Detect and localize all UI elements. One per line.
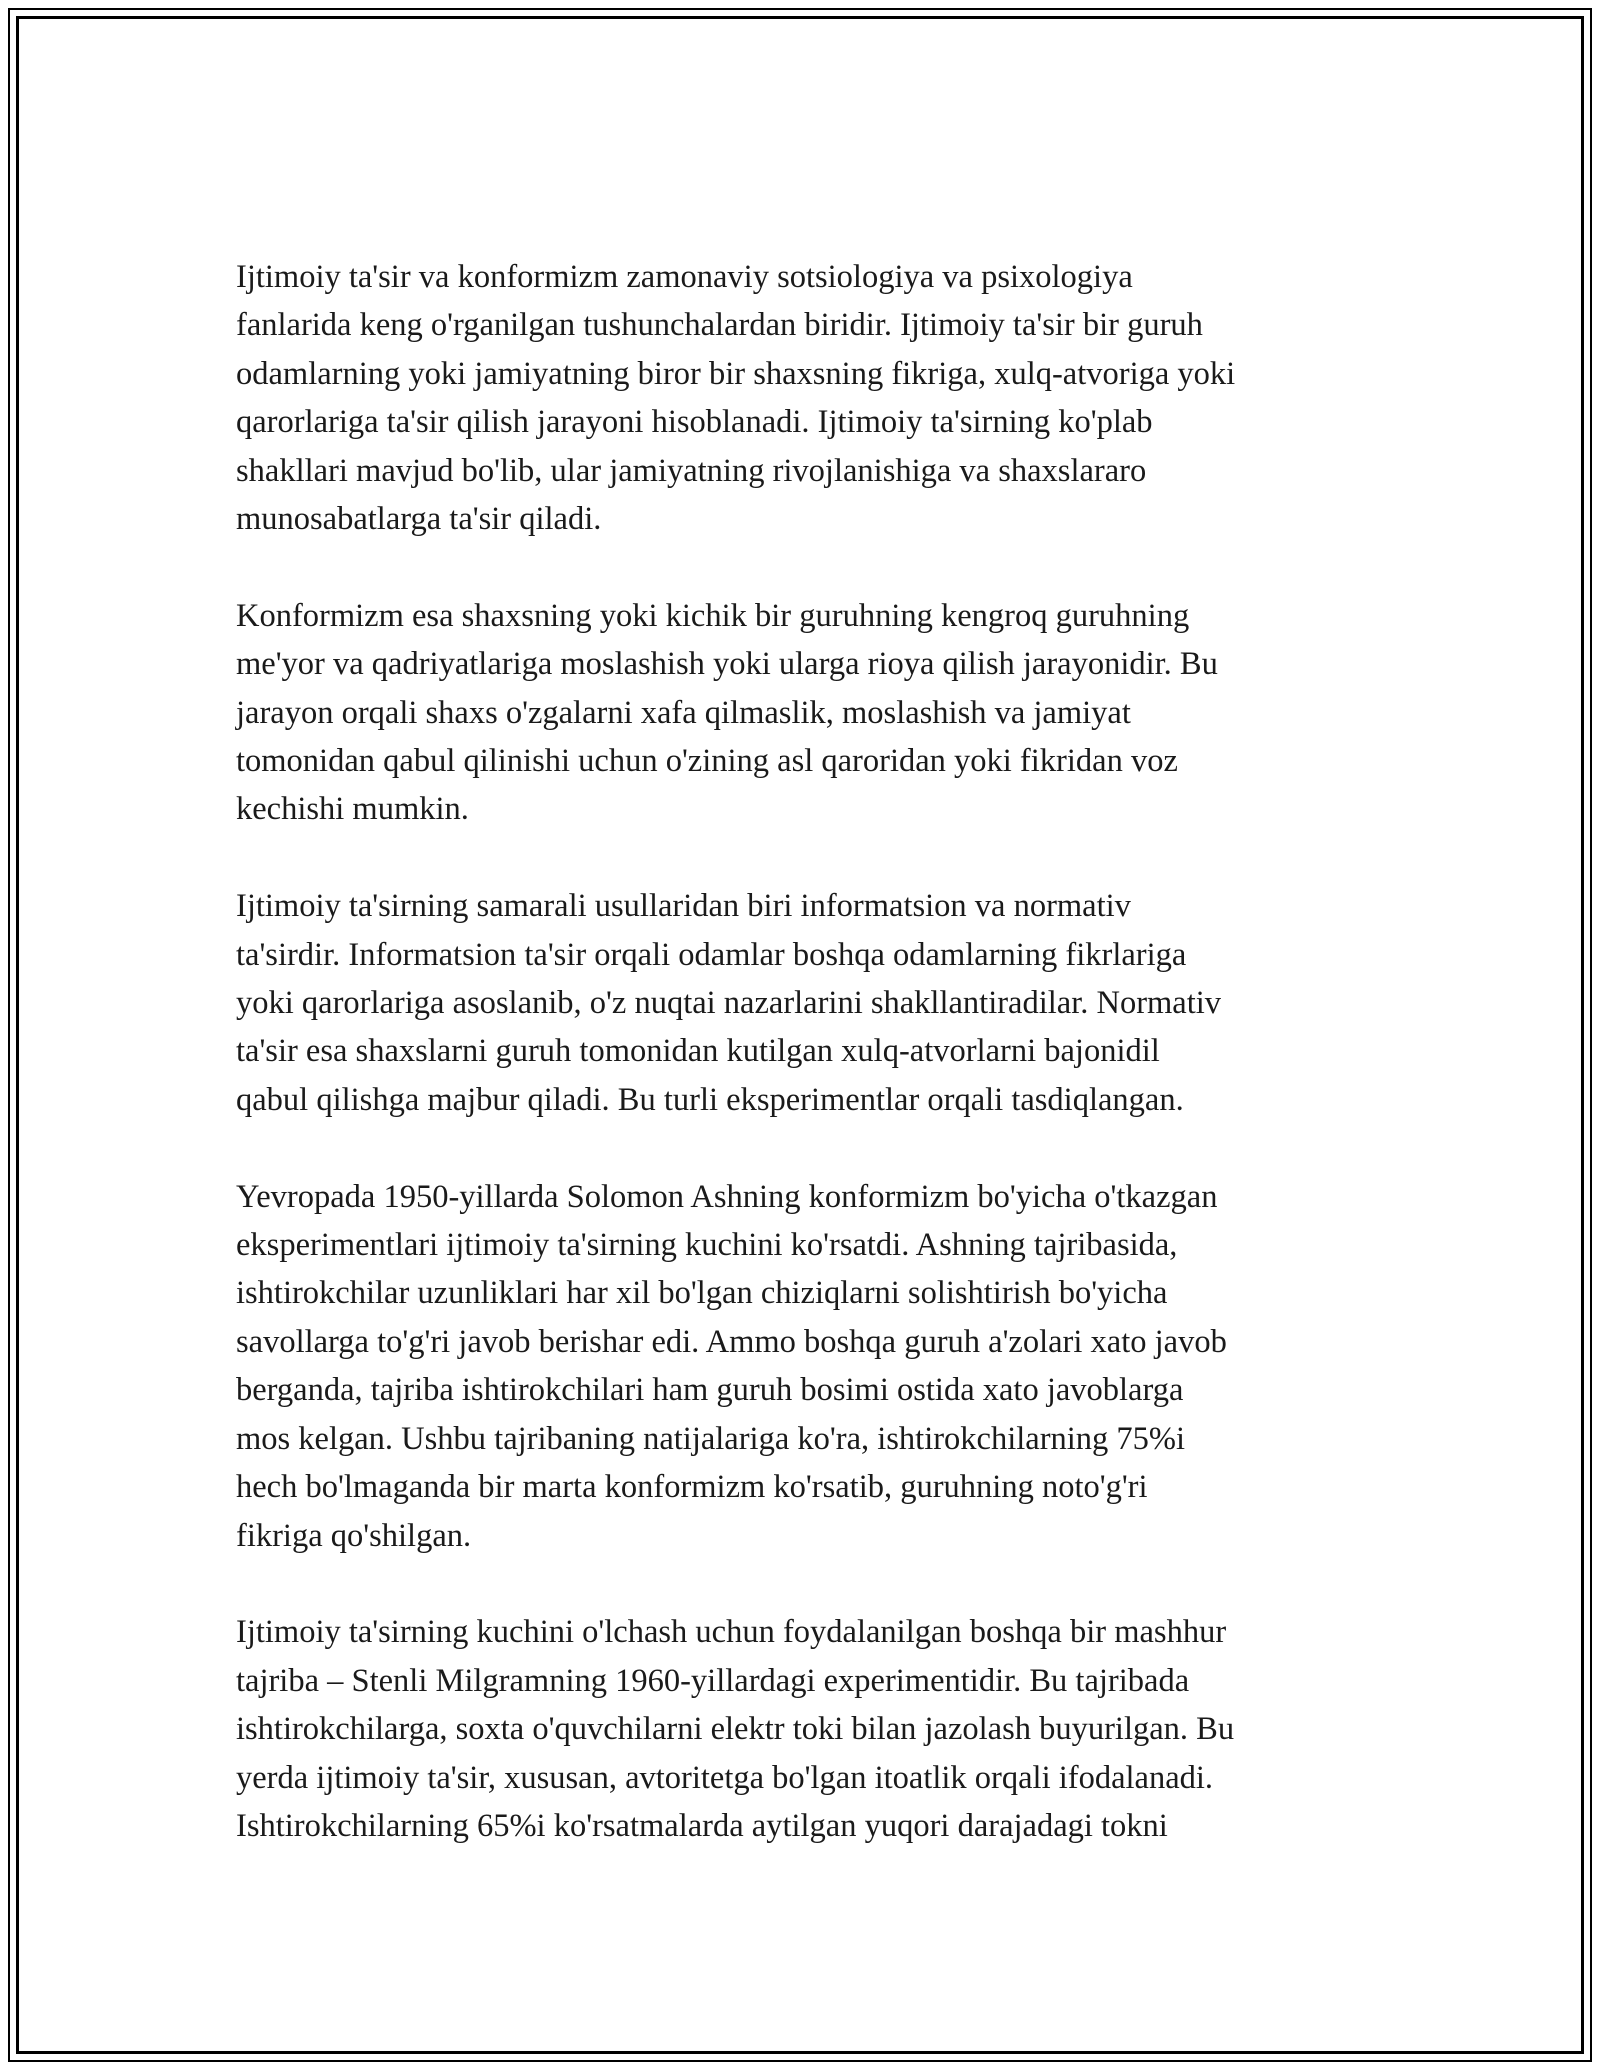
text-line: yoki qarorlariga asoslanib, o'z nuqtai nazarlarini shakllantiradilar. Normativ xyxy=(236,985,1222,1022)
text-line: Ijtimoiy ta'sirning kuchini o'lchash uchun foydalanilgan boshqa bir mashhur xyxy=(236,1614,1227,1651)
text-line: eksperimentlari ijtimoiy ta'sirning kuchini ko'rsatdi. Ashning tajribasida, xyxy=(236,1227,1178,1264)
document-body xyxy=(236,253,1376,1899)
text-line: me'yor va qadriyatlariga moslashish yoki ularga rioya qilish jarayonidir. Bu xyxy=(236,646,1218,683)
text-line: tajriba – Stenli Milgramning 1960-yillardagi experimentidir. Bu tajribada xyxy=(236,1662,1190,1699)
text-line: fanlarida keng o'rganilgan tushunchalardan biridir. Ijtimoiy ta'sir bir guruh xyxy=(236,307,1203,344)
text-line: ta'sirdir. Informatsion ta'sir orqali odamlar boshqa odamlarning fikrlariga xyxy=(236,936,1187,973)
text-line: ishtirokchilarga, soxta o'quvchilarni elektr toki bilan jazolash buyurilgan. Bu xyxy=(236,1711,1235,1748)
text-line: hech bo'lmaganda bir marta konformizm ko'rsatib, guruhning noto'g'ri xyxy=(236,1469,1148,1506)
paragraph-1 xyxy=(236,253,1376,543)
text-line: Yevropada 1950-yillarda Solomon Ashning konformizm bo'yicha o'tkazgan xyxy=(236,1178,1218,1215)
text-line: odamlarning yoki jamiyatning biror bir shaxsning fikriga, xulq-atvoriga yoki xyxy=(236,355,1236,392)
text-line: Ijtimoiy ta'sir va konformizm zamonaviy sotsiologiya va psixologiya xyxy=(236,259,1133,295)
paragraph-2 xyxy=(236,592,1376,834)
text-line: qabul qilishga majbur qiladi. Bu turli eksperimentlar orqali tasdiqlangan. xyxy=(236,1081,1184,1118)
text-line: qarorlariga ta'sir qilish jarayoni hisoblanadi. Ijtimoiy ta'sirning ko'plab xyxy=(236,404,1153,441)
paragraph-4 xyxy=(236,1173,1376,1560)
text-line: yerda ijtimoiy ta'sir, xususan, avtoritetga bo'lgan itoatlik orqali ifodalanadi. xyxy=(236,1759,1214,1796)
text-line: kechishi mumkin. xyxy=(236,791,469,828)
paragraph-3 xyxy=(236,882,1376,1124)
text-line: tomonidan qabul qilinishi uchun o'zining asl qaroridan yoki fikridan voz xyxy=(236,743,1178,780)
text-line: mos kelgan. Ushbu tajribaning natijalariga ko'ra, ishtirokchilarning 75%i xyxy=(236,1420,1186,1457)
text-line: munosabatlarga ta'sir qiladi. xyxy=(236,501,602,538)
text-line: Ishtirokchilarning 65%i ko'rsatmalarda aytilgan yuqori darajadagi tokni xyxy=(236,1807,1168,1844)
text-line: shakllari mavjud bo'lib, ular jamiyatning rivojlanishiga va shaxslararo xyxy=(236,452,1147,489)
paragraph-5 xyxy=(236,1608,1376,1850)
text-line: Ijtimoiy ta'sirning samarali usullaridan biri informatsion va normativ xyxy=(236,888,1131,925)
text-line: fikriga qo'shilgan. xyxy=(236,1517,472,1554)
text-line: savollarga to'g'ri javob berishar edi. Ammo boshqa guruh a'zolari xato javob xyxy=(236,1323,1227,1360)
text-line: ishtirokchilar uzunliklari har xil bo'lgan chiziqlarni solishtirish bo'yicha xyxy=(236,1275,1168,1312)
text-line: ta'sir esa shaxslarni guruh tomonidan kutilgan xulq-atvorlarni bajonidil xyxy=(236,1033,1160,1070)
text-line: jarayon orqali shaxs o'zgalarni xafa qilmaslik, moslashish va jamiyat xyxy=(236,694,1131,731)
text-line: Konformizm esa shaxsning yoki kichik bir guruhning kengroq guruhning xyxy=(236,597,1190,634)
text-line: berganda, tajriba ishtirokchilari ham guruh bosimi ostida xato javoblarga xyxy=(236,1372,1184,1409)
